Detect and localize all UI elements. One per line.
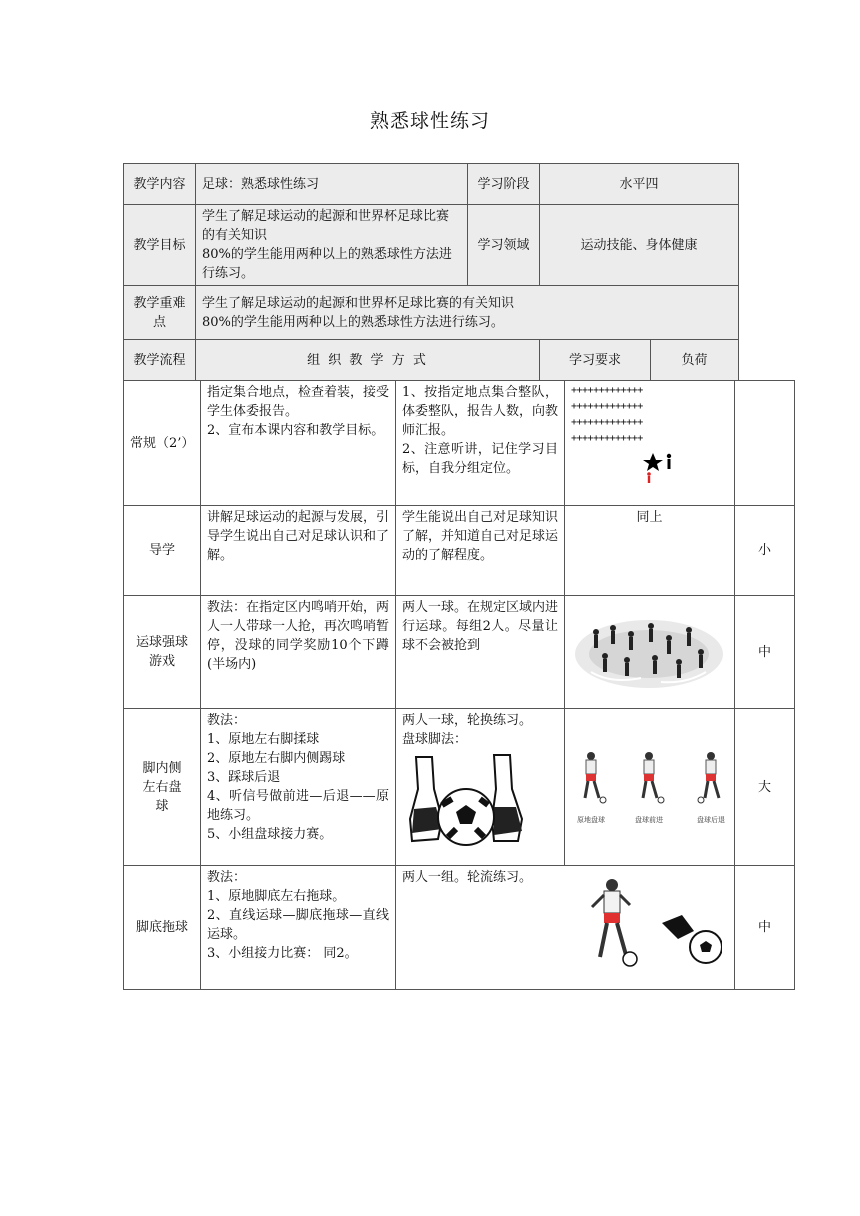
- dribble-steps-illustration: [571, 742, 731, 832]
- student-line: 1、按指定地点集合整队，体委整队，报告人数，向教师汇报。: [402, 385, 559, 438]
- feet-and-ball-illustration: [402, 749, 532, 849]
- load-cell: 中: [735, 596, 795, 709]
- teacher-line: 3、踩球后退: [207, 770, 281, 785]
- teacher-line: 2、原地左右脚内侧踢球: [207, 751, 346, 766]
- domain-label: 学习领域: [468, 205, 540, 286]
- teacher-line: 3、小组接力比赛： 同2。: [207, 946, 358, 961]
- student-line: 两人一组。轮流练习。: [402, 870, 533, 885]
- row-name: 脚底拖球: [124, 866, 201, 990]
- teacher-line: 教法：在指定区内鸣哨开始，两人一人带球一人抢，再次鸣哨暂停，没球的同学奖励10个下蹲(半场内): [207, 600, 390, 672]
- teacher-line: 1、原地左右脚揉球: [207, 732, 320, 747]
- teacher-line: 4、听信号做前进—后退——原地练习。: [207, 789, 389, 823]
- req-label: 学习要求: [540, 340, 651, 381]
- row-name: 运球强球游戏: [124, 596, 201, 709]
- formation-line: +++++++++++++: [571, 417, 643, 428]
- teacher-line: 5、小组盘球接力赛。: [207, 827, 333, 842]
- content-value: 足球：熟悉球性练习: [196, 164, 468, 205]
- student-line: 两人一球，轮换练习。: [402, 713, 533, 728]
- formation-line: +++++++++++++: [571, 433, 643, 444]
- student-cell: [396, 709, 565, 866]
- student-cell: [396, 596, 565, 709]
- table-row: [124, 596, 795, 709]
- row-name: 导学: [124, 506, 201, 596]
- teacher-cell: [201, 709, 396, 866]
- teacher-cell: [201, 866, 396, 990]
- goal-line-1: 学生了解足球运动的起源和世界杯足球比赛的有关知识: [202, 209, 450, 243]
- student-line: 盘球脚法：: [402, 732, 468, 747]
- student-line: 两人一球。在规定区域内进行运球。每组2人。尽量让球不会被抢到: [402, 600, 559, 653]
- content-label: 教学内容: [124, 164, 196, 205]
- sole-drag-illustration: [582, 875, 722, 971]
- flow-label: 教学流程: [124, 340, 196, 381]
- dribble-game-illustration: [571, 612, 726, 692]
- teacher-line: 指定集合地点，检查着装，接受学生体委报告。: [207, 385, 390, 419]
- domain-value: 运动技能、身体健康: [540, 205, 739, 286]
- page-title: 熟悉球性练习: [369, 110, 490, 132]
- load-cell: [735, 381, 795, 506]
- method-label: 组 织 教 学 方 式: [196, 340, 540, 381]
- stage-value: 水平四: [540, 164, 739, 205]
- row-name: 脚内侧左右盘球: [124, 709, 201, 866]
- caption-2: 盘球前进: [635, 816, 663, 824]
- teacher-line: 1、原地脚底左右拖球。: [207, 889, 346, 904]
- difficulty-label: 教学重难点: [124, 286, 196, 341]
- teacher-line: 教法：: [207, 713, 247, 728]
- difficulty-value: [196, 286, 739, 341]
- teacher-line: 2、宣布本课内容和教学目标。: [207, 423, 385, 438]
- student-cell: [396, 866, 735, 990]
- formation-diagram-icon: [571, 447, 721, 483]
- process-table: [123, 380, 795, 990]
- row-name: 常规（2’）: [124, 381, 201, 506]
- caption-1: 原地盘球: [577, 816, 605, 824]
- student-line: 学生能说出自己对足球知识了解，并知道自己对足球运动的了解程度。: [402, 510, 559, 563]
- formation-line: +++++++++++++: [571, 401, 643, 412]
- load-cell: 大: [735, 709, 795, 866]
- goal-line-2: 80%的学生能用两种以上的熟悉球性方法进行练习。: [202, 247, 452, 281]
- goal-label: 教学目标: [124, 205, 196, 286]
- load-cell: 中: [735, 866, 795, 990]
- teacher-cell: [201, 381, 396, 506]
- teacher-cell: [201, 506, 396, 596]
- illustration-cell: [565, 709, 735, 866]
- caption-3: 盘球后退: [697, 816, 725, 824]
- header-table: [123, 163, 739, 341]
- illustration-cell: [565, 596, 735, 709]
- formation-cell: 同上: [565, 506, 735, 596]
- load-label: 负荷: [651, 340, 739, 381]
- student-cell: [396, 506, 565, 596]
- flow-header-table: [123, 339, 739, 381]
- table-row: [124, 866, 795, 990]
- table-row: [124, 506, 795, 596]
- teacher-line: 讲解足球运动的起源与发展，引导学生说出自己对足球认识和了解。: [207, 510, 390, 563]
- teacher-line: 2、直线运球—脚底拖球—直线运球。: [207, 908, 389, 942]
- difficulty-line-2: 80%的学生能用两种以上的熟悉球性方法进行练习。: [202, 315, 504, 330]
- formation-line: +++++++++++++: [571, 385, 643, 396]
- formation-cell: [565, 381, 735, 506]
- stage-label: 学习阶段: [468, 164, 540, 205]
- goal-value: [196, 205, 468, 286]
- teacher-line: 教法：: [207, 870, 247, 885]
- student-line: 2、注意听讲，记住学习目标，自我分组定位。: [402, 442, 558, 476]
- student-cell: [396, 381, 565, 506]
- teacher-cell: [201, 596, 396, 709]
- table-row: [124, 381, 795, 506]
- load-cell: 小: [735, 506, 795, 596]
- table-row: [124, 709, 795, 866]
- difficulty-line-1: 学生了解足球运动的起源和世界杯足球比赛的有关知识: [202, 296, 515, 311]
